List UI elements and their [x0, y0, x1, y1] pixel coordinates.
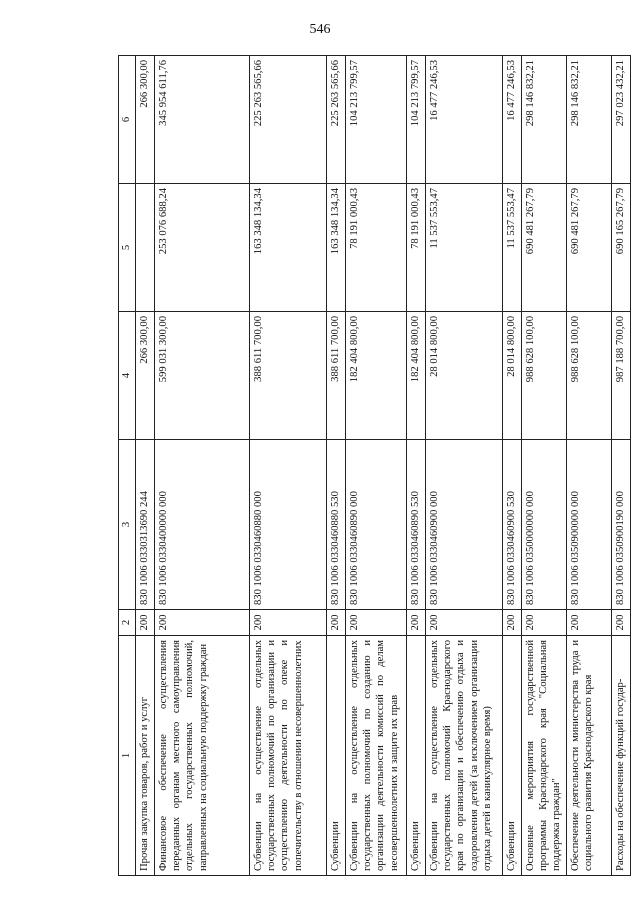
row-code: 200 [426, 610, 503, 636]
row-name: Субвенции [503, 636, 522, 876]
row-col5: 11 537 553,47 [426, 184, 503, 312]
row-code: 200 [327, 610, 346, 636]
row-name: Расходы на обеспечение функций государ- [612, 636, 631, 876]
header-col-2: 2 [119, 610, 136, 636]
row-col5: 78 191 000,43 [407, 184, 426, 312]
budget-table [118, 55, 631, 876]
row-col5: 78 191 000,43 [346, 184, 407, 312]
table-row [250, 56, 327, 876]
row-col4: 28 014 800,00 [426, 312, 503, 440]
row-code: 200 [612, 610, 631, 636]
row-kbk: 830 1006 0350900190 000 [612, 440, 631, 610]
row-col6: 104 213 799,57 [407, 56, 426, 184]
row-col4: 388 611 700,00 [327, 312, 346, 440]
row-col4: 599 031 300,00 [155, 312, 250, 440]
row-name: Субвенции [407, 636, 426, 876]
row-col6: 298 146 832,21 [522, 56, 567, 184]
row-col4: 988 628 100,00 [567, 312, 612, 440]
row-col5: 253 076 688,24 [155, 184, 250, 312]
row-kbk: 830 1006 0330400000 000 [155, 440, 250, 610]
row-kbk: 830 1006 0330460880 000 [250, 440, 327, 610]
header-col-6: 6 [119, 56, 136, 184]
row-col6: 345 954 611,76 [155, 56, 250, 184]
table-row [522, 56, 567, 876]
table-row [567, 56, 612, 876]
row-col5 [136, 184, 155, 312]
row-code: 200 [503, 610, 522, 636]
table-row [426, 56, 503, 876]
row-name: Субвенции [327, 636, 346, 876]
table-row [136, 56, 155, 876]
row-kbk: 830 1006 0350000000 000 [522, 440, 567, 610]
header-col-3: 3 [119, 440, 136, 610]
row-kbk: 830 1006 0330460890 000 [346, 440, 407, 610]
row-col4: 987 188 700,00 [612, 312, 631, 440]
row-col5: 690 481 267,79 [522, 184, 567, 312]
row-code: 200 [250, 610, 327, 636]
row-col6: 225 263 565,66 [250, 56, 327, 184]
row-col6: 266 300,00 [136, 56, 155, 184]
row-col6: 104 213 799,57 [346, 56, 407, 184]
rotated-table-container [118, 56, 628, 876]
row-code: 200 [155, 610, 250, 636]
row-col6: 297 023 432,21 [612, 56, 631, 184]
row-col6: 225 263 565,66 [327, 56, 346, 184]
header-col-5: 5 [119, 184, 136, 312]
row-col5: 11 537 553,47 [503, 184, 522, 312]
table-row [327, 56, 346, 876]
row-col4: 388 611 700,00 [250, 312, 327, 440]
table-row [612, 56, 631, 876]
row-col5: 163 348 134,34 [250, 184, 327, 312]
row-code: 200 [136, 610, 155, 636]
row-col6: 16 477 246,53 [426, 56, 503, 184]
row-code: 200 [522, 610, 567, 636]
table-row [155, 56, 250, 876]
page-number: 546 [309, 22, 331, 37]
table-row [503, 56, 522, 876]
table-row [346, 56, 407, 876]
row-kbk: 830 1006 0330313690 244 [136, 440, 155, 610]
row-kbk: 830 1006 0350900000 000 [567, 440, 612, 610]
row-kbk: 830 1006 0330460900 530 [503, 440, 522, 610]
header-col-4: 4 [119, 312, 136, 440]
row-kbk: 830 1006 0330460880 530 [327, 440, 346, 610]
row-col4: 182 404 800,00 [346, 312, 407, 440]
row-kbk: 830 1006 0330460890 530 [407, 440, 426, 610]
row-name: Субвенции на осуществление отдельных государственных полномочий по организации и осуществлению деятельности по опеке и попечительству в отношении несовершеннолетних [250, 636, 327, 876]
header-row [119, 56, 136, 876]
row-col4: 266 300,00 [136, 312, 155, 440]
row-name: Финансовое обеспечение осуществления переданных органам местного самоуправления отдельных государственных полномочий, направленных на социальную поддержку граждан [155, 636, 250, 876]
row-col5: 690 165 267,79 [612, 184, 631, 312]
row-col6: 16 477 246,53 [503, 56, 522, 184]
row-col6: 298 146 832,21 [567, 56, 612, 184]
row-name: Основные мероприятия государственной программы Краснодарского края "Социальная поддержка граждан" [522, 636, 567, 876]
table-row [407, 56, 426, 876]
row-col4: 182 404 800,00 [407, 312, 426, 440]
row-kbk: 830 1006 0330460900 000 [426, 440, 503, 610]
row-name: Субвенции на осуществление отдельных государственных полномочий по созданию и организации деятельности комиссий по делам несовершеннолетних и защите их прав [346, 636, 407, 876]
row-col4: 28 014 800,00 [503, 312, 522, 440]
row-code: 200 [346, 610, 407, 636]
row-name: Прочая закупка товаров, работ и услуг [136, 636, 155, 876]
row-col5: 690 481 267,79 [567, 184, 612, 312]
row-col4: 988 628 100,00 [522, 312, 567, 440]
row-col5: 163 348 134,34 [327, 184, 346, 312]
row-name: Обеспечение деятельности министерства труда и социального развития Краснодарского края [567, 636, 612, 876]
row-name: Субвенции на осуществление отдельных государственных полномочий Краснодарского края по организации и обеспечению отдыха и оздоровления детей (за исключением организации отдыха детей в каникулярное время) [426, 636, 503, 876]
row-code: 200 [567, 610, 612, 636]
header-col-1: 1 [119, 636, 136, 876]
row-code: 200 [407, 610, 426, 636]
